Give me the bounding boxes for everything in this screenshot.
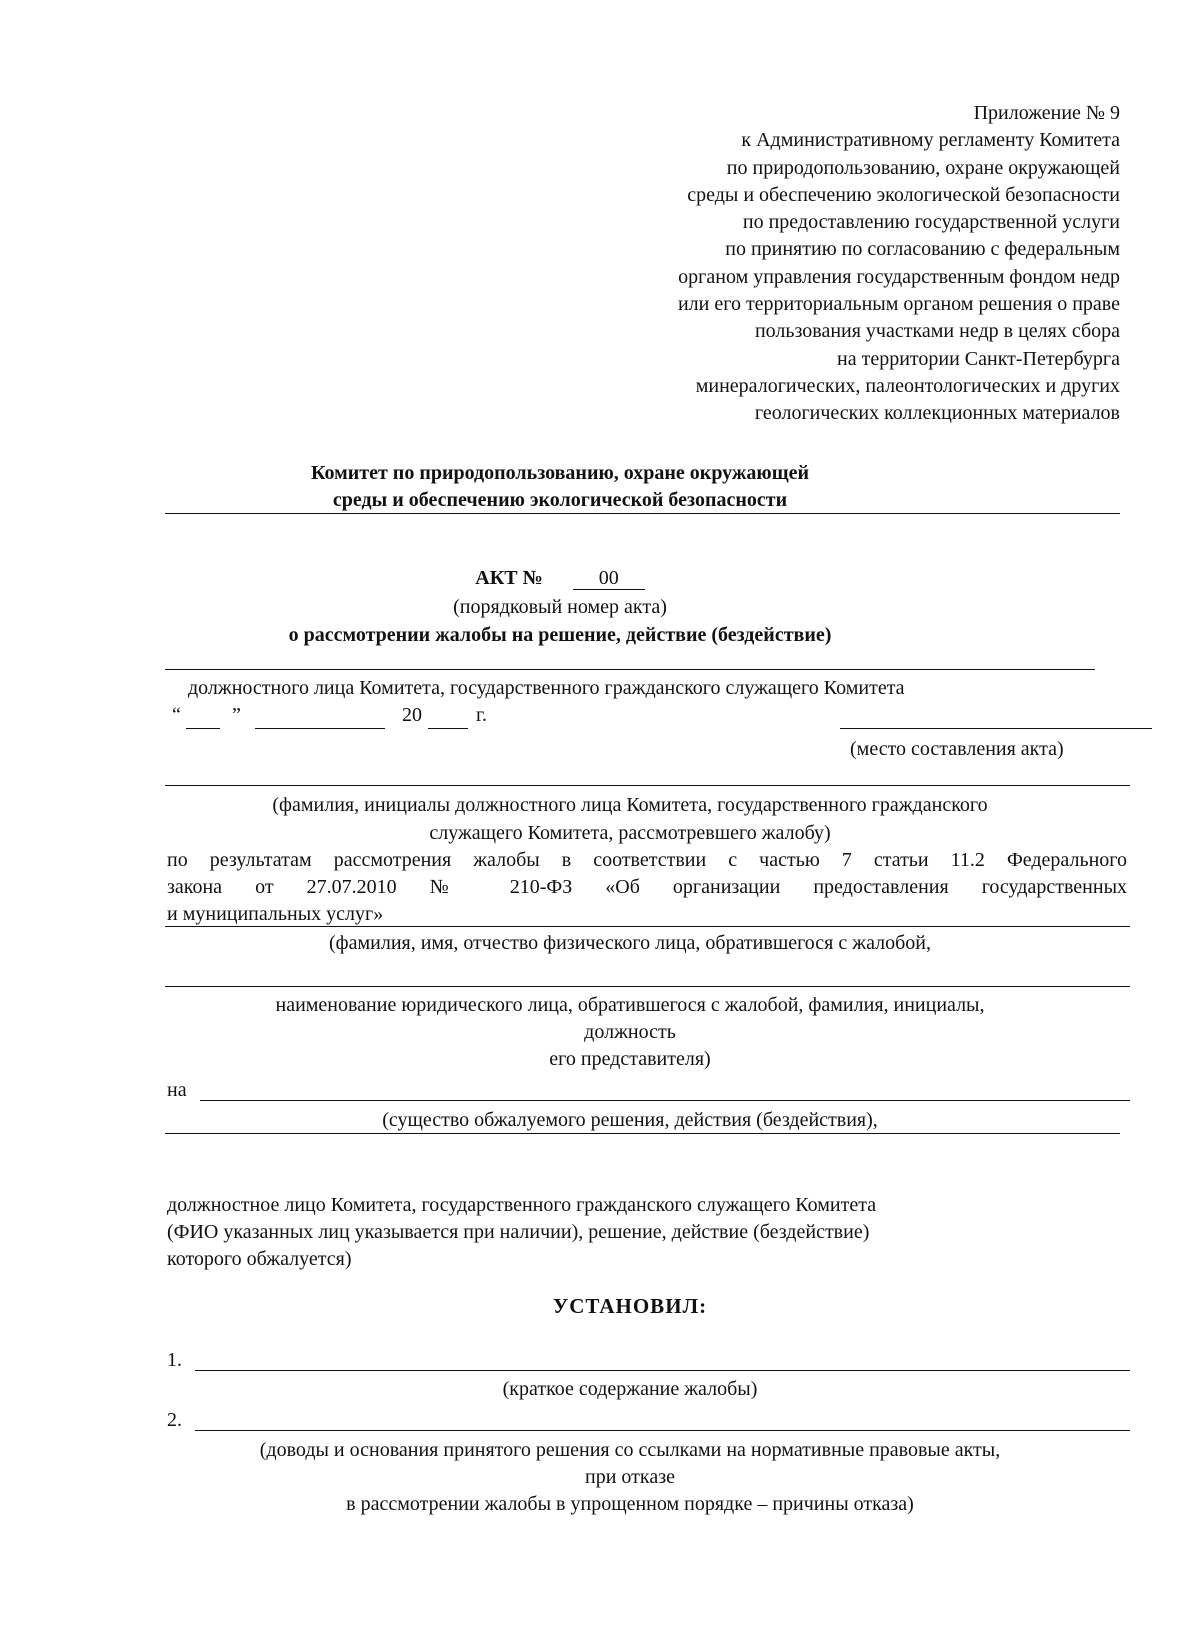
act-number-field[interactable]: 00 <box>573 567 645 590</box>
act-title <box>160 565 960 591</box>
committee-name-line1: Комитет по природопользованию, охране окружающей <box>311 462 809 484</box>
item2-caption-1: (доводы и основания принятого решения со ссылками на нормативные правовые акты, <box>259 1439 1001 1461</box>
appendix-line: по природопользованию, охране окружающей <box>726 156 1120 179</box>
appendix-line: Приложение № 9 <box>973 102 1120 124</box>
established-heading: УСТАНОВИЛ: <box>552 1294 708 1318</box>
appendix-line: органом управления государственным фондом недр <box>678 265 1120 288</box>
law-line-1: по результатам рассмотрения жалобы в соответствии с частью 7 статьи 11.2 Федерального <box>167 849 1127 871</box>
applicant-field[interactable] <box>165 926 1130 927</box>
reviewer-caption-1: (фамилия, инициалы должностного лица Комитета, государственного гражданского <box>272 794 988 816</box>
date-month-field[interactable] <box>255 728 385 729</box>
item2-caption-3: в рассмотрении жалобы в упрощенном порядке – причины отказа) <box>346 1493 914 1515</box>
item2-number: 2. <box>167 1409 182 1431</box>
essence-field[interactable] <box>200 1100 1130 1101</box>
appendix-line: среды и обеспечению экологической безопасности <box>687 183 1120 206</box>
law-line-3: и муниципальных услуг» <box>167 903 384 925</box>
date-year-prefix: 20 <box>402 704 422 726</box>
act-number-caption: (порядковый номер акта) <box>453 596 667 618</box>
committee-name-line2: среды и обеспечению экологической безопасности <box>332 489 788 511</box>
appendix-line: по предоставлению государственной услуги <box>742 211 1120 234</box>
applicant-caption: (фамилия, имя, отчество физического лица, обратившегося с жалобой, <box>329 932 931 954</box>
appendix-line: геологических коллекционных материалов <box>754 402 1120 425</box>
item1-number: 1. <box>167 1349 182 1371</box>
date-open-quote: “ <box>172 704 181 726</box>
appendix-line: к Административному регламенту Комитета <box>741 129 1120 152</box>
legal-entity-caption-3: его представителя) <box>549 1048 711 1070</box>
committee-underline <box>165 513 1120 514</box>
place-caption: (место составления акта) <box>850 738 1064 760</box>
reviewer-field[interactable] <box>165 785 1130 786</box>
appendix-line: минералогических, палеонтологических и других <box>695 374 1120 397</box>
item2-caption-2: при отказе <box>585 1466 675 1488</box>
date-year-field[interactable] <box>428 728 468 729</box>
law-line-2: закона от 27.07.2010 № 210-ФЗ «Об организации предоставления государственных <box>167 876 1127 898</box>
blank-line[interactable] <box>165 669 1095 670</box>
official-appealed-2: (ФИО указанных лиц указывается при наличии), решение, действие (бездействие) <box>167 1221 870 1243</box>
on-label: на <box>167 1079 187 1101</box>
reviewer-caption-2: служащего Комитета, рассмотревшего жалобу) <box>429 822 831 844</box>
appendix-line: пользования участками недр в целях сбора <box>754 320 1120 343</box>
place-field[interactable] <box>840 728 1152 729</box>
appendix-line: или его территориальным органом решения о праве <box>677 293 1120 316</box>
date-year-suffix: г. <box>476 704 487 726</box>
official-appealed-1: должностное лицо Комитета, государственного гражданского служащего Комитета <box>167 1194 877 1216</box>
appendix-line: по принятию по согласованию с федеральным <box>725 238 1120 261</box>
legal-entity-caption-2: должность <box>584 1021 676 1043</box>
act-label: АКТ № <box>475 567 543 589</box>
appendix-header <box>560 100 1120 428</box>
item1-caption: (краткое содержание жалобы) <box>502 1378 758 1400</box>
item1-field[interactable] <box>195 1370 1130 1371</box>
legal-entity-caption-1: наименование юридического лица, обратившегося с жалобой, фамилия, инициалы, <box>275 994 985 1016</box>
official-line: должностного лица Комитета, государственного гражданского служащего Комитета <box>188 677 905 699</box>
item2-field[interactable] <box>195 1430 1130 1431</box>
act-subject: о рассмотрении жалобы на решение, действие (бездействие) <box>288 624 832 646</box>
legal-entity-field[interactable] <box>165 986 1130 987</box>
essence-caption: (существо обжалуемого решения, действия (бездействия), <box>382 1109 878 1131</box>
date-day-field[interactable] <box>186 728 220 729</box>
date-close-quote: ” <box>232 704 241 726</box>
official-appealed-3: которого обжалуется) <box>167 1248 352 1270</box>
essence-field-2[interactable] <box>165 1133 1120 1134</box>
appendix-line: на территории Санкт-Петербурга <box>837 347 1120 370</box>
